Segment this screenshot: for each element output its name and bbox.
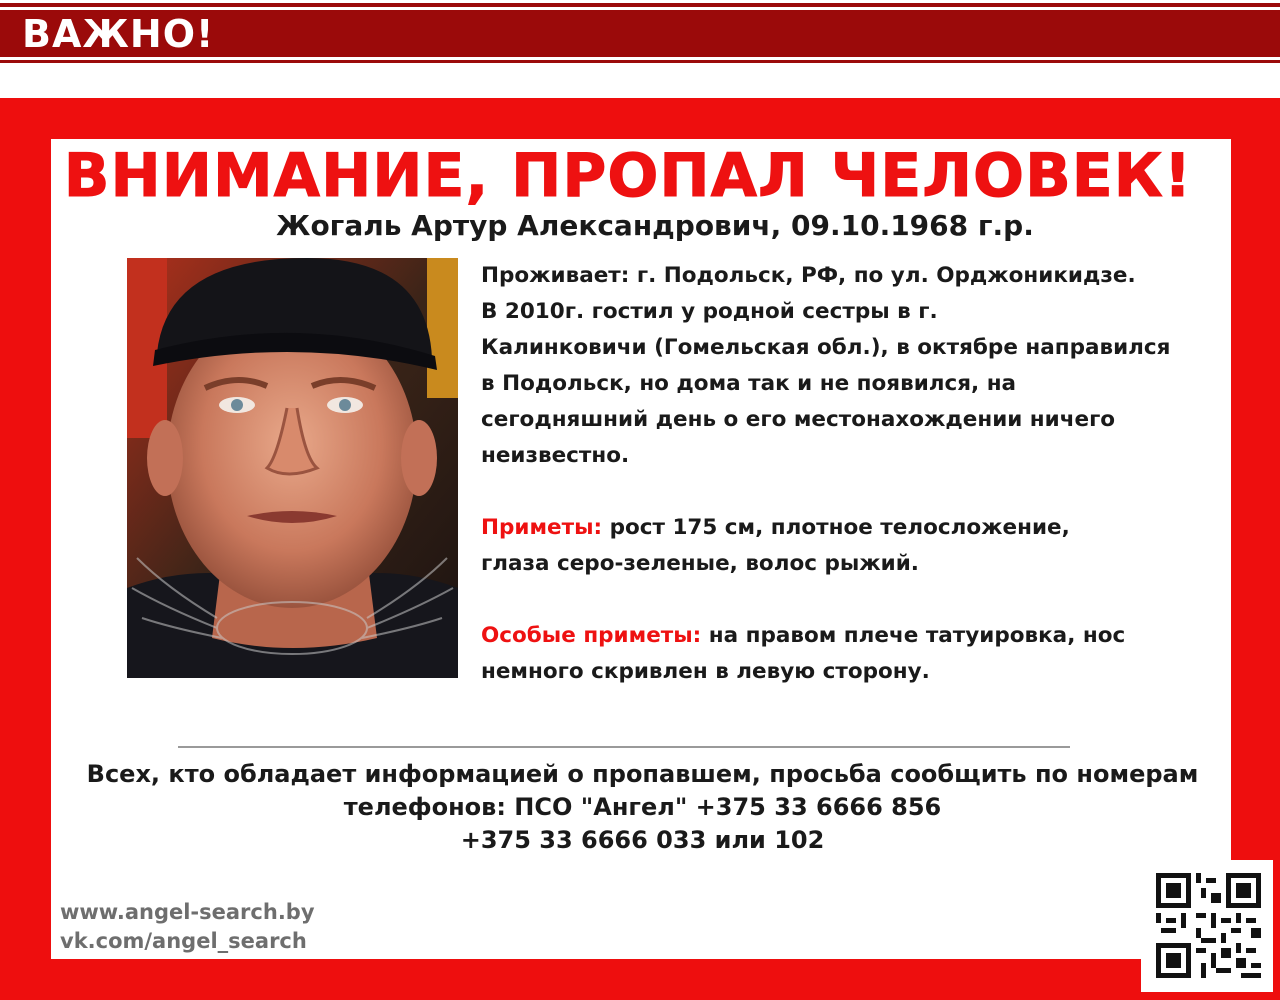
- signs-label: Приметы:: [481, 515, 603, 540]
- signs-line: [481, 510, 1241, 546]
- appeal-line: Всех, кто обладает информацией о пропавшем, просьба сообщить по номерам: [86, 760, 1199, 788]
- special-signs-label: Особые приметы:: [481, 623, 702, 648]
- contact-appeal: [0, 758, 1280, 857]
- website-link[interactable]: www.angel-search.by: [60, 900, 315, 924]
- special-signs-line-2: немного скривлен в левую сторону.: [481, 659, 930, 684]
- banner-top-stripe: [0, 3, 1280, 7]
- qr-code-icon[interactable]: [1156, 873, 1261, 978]
- appeal-phones-2: +375 33 6666 033 или 102: [460, 826, 825, 854]
- special-signs-line: [481, 618, 1241, 654]
- poster-headline: ВНИМАНИЕ, ПРОПАЛ ЧЕЛОВЕК!: [63, 141, 1193, 211]
- description-line: неизвестно.: [481, 443, 630, 468]
- description-line: в Подольск, но дома так и не появился, на: [481, 371, 1017, 396]
- divider: [178, 746, 1070, 748]
- vk-link[interactable]: vk.com/angel_search: [60, 929, 307, 953]
- special-signs-text: на правом плече татуировка, нос: [701, 623, 1126, 648]
- missing-person-photo: [127, 258, 458, 678]
- banner-label: ВАЖНО!: [22, 12, 215, 56]
- signs-text: рост 175 см, плотное телосложение,: [602, 515, 1070, 540]
- description-line: В 2010г. гостил у родной сестры в г.: [481, 299, 938, 324]
- top-banner: [0, 0, 1280, 64]
- description-line: Проживает: г. Подольск, РФ, по ул. Орджоникидзе.: [481, 263, 1136, 288]
- footer-links: [60, 898, 315, 956]
- description-block: [481, 258, 1241, 690]
- signs-line-2: глаза серо-зеленые, волос рыжий.: [481, 551, 919, 576]
- description-line: сегодняшний день о его местонахождении ничего: [481, 407, 1116, 432]
- appeal-phones: телефонов: ПСО "Ангел" +375 33 6666 856: [343, 793, 942, 821]
- description-line: Калинковичи (Гомельская обл.), в октябре направился: [481, 335, 1171, 360]
- banner-bottom-stripe: [0, 60, 1280, 63]
- person-name: Жогаль Артур Александрович, 09.10.1968 г.р.: [276, 209, 1034, 242]
